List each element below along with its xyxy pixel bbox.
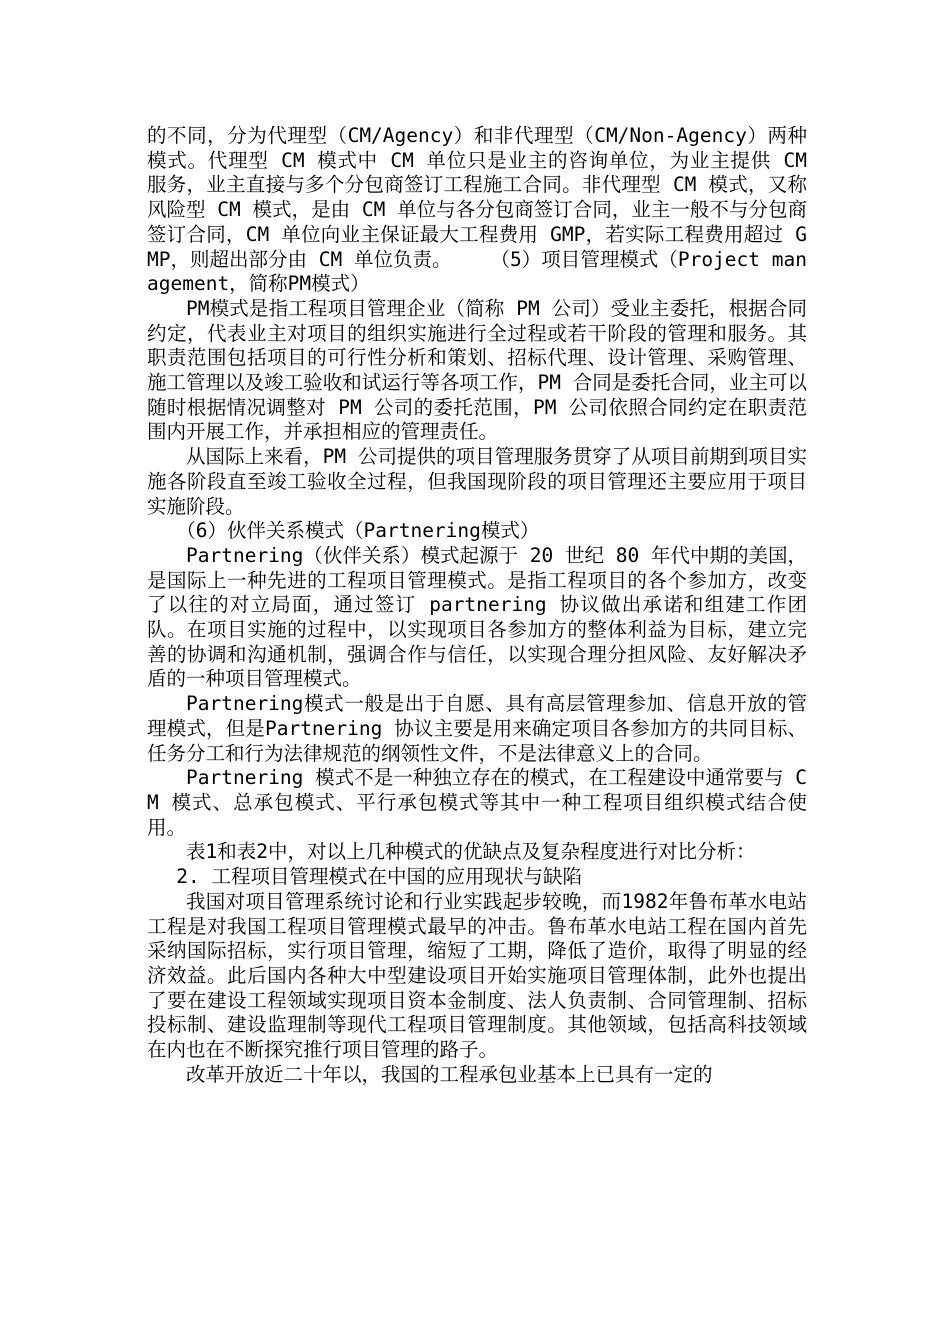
paragraph-partnering-nature: Partnering模式一般是出于自愿、具有高层管理参加、信息开放的管理模式，但是Partnering 协议主要是用来确定项目各参加方的共同目标、任务分工和行为法律规范的纲领性文件，不是法律意义上的合同。 bbox=[147, 692, 807, 765]
heading-partnering-mode: （6）伙伴关系模式（Partnering模式） bbox=[176, 519, 540, 543]
paragraph-partnering-combination: Partnering 模式不是一种独立存在的模式，在工程建设中通常要与 CM 模式、总承包模式、平行承包模式等其中一种工程项目组织模式结合使用。 bbox=[147, 766, 807, 839]
paragraph-table-reference: 表1和表2中，对以上几种模式的优缺点及复杂程度进行对比分析： bbox=[186, 840, 756, 864]
paragraph-international-view: 从国际上来看，PM 公司提供的项目管理服务贯穿了从项目前期到项目实施各阶段直至竣工验收全过程，但我国现阶段的项目管理还主要应用于项目实施阶段。 bbox=[147, 445, 807, 518]
document-page bbox=[147, 124, 807, 1087]
paragraph-reform: 改革开放近二十年以，我国的工程承包业基本上已具有一定的 bbox=[186, 1062, 713, 1086]
paragraph-pm-mode: PM模式是指工程项目管理企业（简称 PM 公司）受业主委托，根据合同约定，代表业主对项目的组织实施进行全过程或若干阶段的管理和服务。其职责范围包括项目的可行性分析和策划、招标代理、设计管理、采购管理、施工管理以及竣工验收和试运行等各项工作，PM 合同是委托合同，业主可以随时根据情况调整对 PM 公司的委托范围，PM 公司依照合同约定在职责范围内开展工作，并承担相应的管理责任。 bbox=[147, 296, 807, 444]
paragraph-cm-modes: 的不同，分为代理型（CM/Agency）和非代理型（CM/Non-Agency）两种模式。代理型 CM 模式中 CM 单位只是业主的咨询单位，为业主提供 CM 服务，业主直接与多个分包商签订工程施工合同。非代理型 CM 模式，又称风险型 CM 模式，是由 CM 单位与各分包商签订合同，业主一般不与分包商签订合同，CM 单位向业主保证最大工程费用 GMP，若实际工程费用超过 GMP，则超出部分由 CM 单位负责。 （5）项目管理模式（Project management，简称PM模式） bbox=[147, 124, 807, 296]
heading-section-2: 2. 工程项目管理模式在中国的应用现状与缺陷 bbox=[176, 865, 582, 889]
paragraph-partnering-origin: Partnering（伙伴关系）模式起源于 20 世纪 80 年代中期的美国，是国际上一种先进的工程项目管理模式。是指工程项目的各个参加方，改变了以往的对立局面，通过签订 partnering 协议做出承诺和组建工作团队。在项目实施的过程中，以实现项目各参加方的整体利益为目标，建立完善的协调和沟通机制，强调合作与信任，以实现合理分担风险、友好解决矛盾的一种项目管理模式。 bbox=[147, 543, 807, 691]
paragraph-china-history: 我国对项目管理系统讨论和行业实践起步较晚，而1982年鲁布革水电站工程是对我国工程项目管理模式最早的冲击。鲁布革水电站工程在国内首先采纳国际招标，实行项目管理，缩短了工期，降低了造价，取得了明显的经济效益。此后国内各种大中型建设项目开始实施项目管理体制，此外也提出了要在建设工程领域实现项目资本金制度、法人负责制、合同管理制、招标投标制、建设监理制等现代工程项目管理制度。其他领域，包括高科技领域在内也在不断探究推行项目管理的路子。 bbox=[147, 889, 807, 1062]
